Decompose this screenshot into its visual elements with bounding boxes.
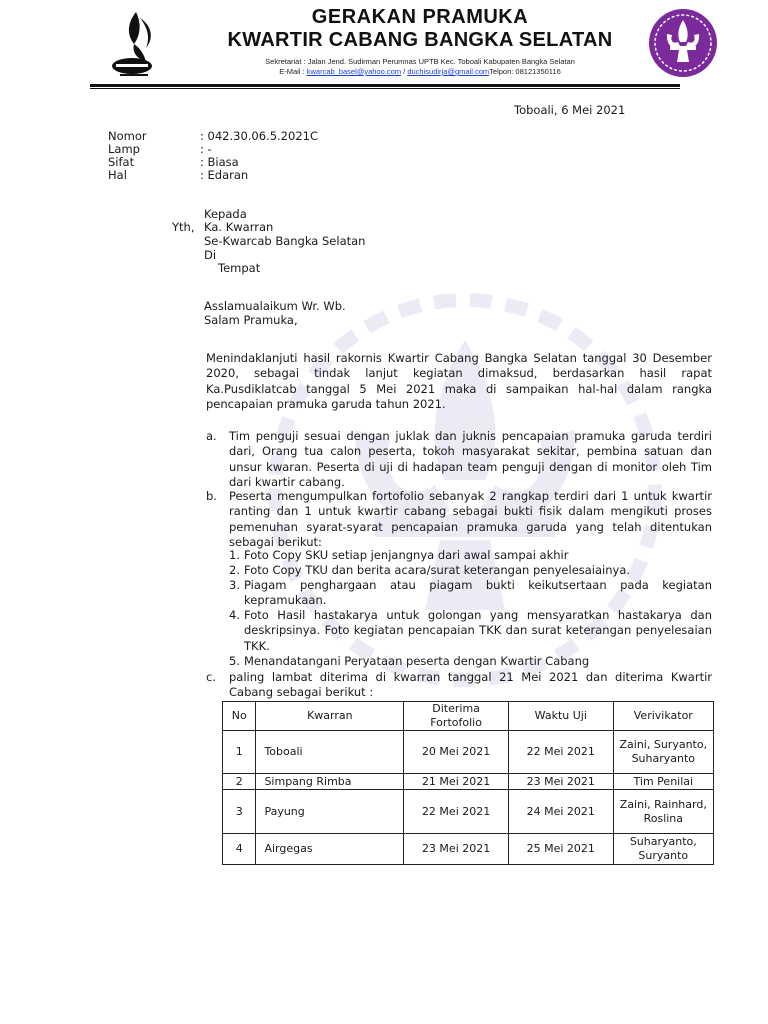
recipient-di: Di (204, 248, 217, 262)
org-contact (170, 67, 670, 76)
col-header-no: No (223, 702, 256, 731)
col-header-waktu-uji: Waktu Uji (508, 702, 613, 731)
org-address: Sekretariat : Jalan Jend. Sudirman Perumnas UPTB Kec. Toboali Kabupaten Bangka Selatan (265, 57, 575, 66)
org-name-line2: KWARTIR CABANG BANGKA SELATAN (227, 29, 613, 51)
cell-verivikator: Zaini, Suryanto, Suharyanto (613, 731, 713, 774)
sub-item-marker-4: 4. (229, 608, 240, 622)
greeting-pramuka: Salam Pramuka, (204, 313, 298, 327)
cell-no: 4 (223, 834, 256, 865)
cell-waktu-uji: 23 Mei 2021 (508, 774, 613, 790)
meta-label-sifat: Sifat (108, 155, 135, 169)
cell-waktu-uji: 24 Mei 2021 (508, 790, 613, 834)
cell-kwarran: Simpang Rimba (256, 774, 404, 790)
meta-value-hal: : Edaran (200, 168, 249, 182)
cell-waktu-uji: 25 Mei 2021 (508, 834, 613, 865)
cell-kwarran: Toboali (256, 731, 404, 774)
table-row (223, 774, 714, 790)
sub-item-marker-2: 2. (229, 563, 240, 577)
sub-item-text-3: Piagam penghargaan atau piagam bukti keikutsertaan pada kegiatan kepramukaan. (244, 578, 712, 608)
item-c-marker: c. (206, 670, 216, 684)
cell-diterima: 21 Mei 2021 (404, 774, 509, 790)
table-header-row (223, 702, 714, 731)
recipient-yth: Yth, (172, 220, 195, 234)
item-a-text: Tim penguji sesuai dengan juklak dan juknis pencapaian pramuka garuda terdiri dari, Orang tua calon peserta, tokoh masyarakat sekitar, pembina satuan dan unsur kwaran. Peserta di uji di hadapan team penguji dengan di monitor oleh Tim dari kwartir cabang. (229, 429, 712, 489)
org-name-line1: GERAKAN PRAMUKA (311, 6, 529, 28)
recipient-name: Ka. Kwarran (204, 220, 274, 234)
table-row (223, 790, 714, 834)
cell-verivikator: Zaini, Rainhard, Roslina (613, 790, 713, 834)
recipient-tempat: Tempat (218, 261, 261, 275)
table-row (223, 731, 714, 774)
meta-value-nomor: : 042.30.06.5.2021C (200, 129, 318, 143)
cell-diterima: 22 Mei 2021 (404, 790, 509, 834)
meta-label-nomor: Nomor (108, 129, 147, 143)
cell-no: 3 (223, 790, 256, 834)
meta-value-sifat: : Biasa (200, 155, 239, 169)
col-header-verivikator: Verivikator (613, 702, 713, 731)
email-separator: / (401, 67, 408, 76)
greeting-salam: Asslamualaikum Wr. Wb. (204, 299, 346, 313)
cell-diterima: 20 Mei 2021 (404, 731, 509, 774)
table-row (223, 834, 714, 865)
sub-item-text-5: Menandatangani Peryataan peserta dengan Kwartir Cabang (244, 654, 590, 668)
sub-item-text-2: Foto Copy TKU dan berita acara/surat keterangan penyelesaiainya. (244, 563, 631, 577)
sub-item-text-4: Foto Hasil hastakarya untuk golongan yang mensyaratkan hastakarya dan deskripsinya. Foto kegiatan pencapaian TKK dan surat keterangan penyelesaian TKK. (244, 608, 712, 653)
item-a-marker: a. (206, 429, 217, 443)
sub-item-marker-5: 5. (229, 654, 240, 668)
item-b-text: Peserta mengumpulkan fortofolio sebanyak 2 rangkap terdiri dari 1 untuk kwartir ranting dan 1 untuk kwartir cabang sebagai bukti fisik dalam mengikuti proses pemenuhan syarat-syarat pencapaian pramuka garuda yang telah ditentukan sebagai berikut: (229, 489, 712, 549)
meta-label-hal: Hal (108, 168, 127, 182)
col-header-diterima: Diterima Fortofolio (404, 702, 509, 731)
cell-waktu-uji: 22 Mei 2021 (508, 731, 613, 774)
cell-kwarran: Airgegas (256, 834, 404, 865)
sub-item-marker-3: 3. (229, 578, 240, 592)
intro-paragraph: Menindaklanjuti hasil rakornis Kwartir Cabang Bangka Selatan tanggal 30 Desember 2020, sebagai tindak lanjut kegiatan dimaksud, berdasarkan hasil rapat Ka.Pusdiklatcab tanggal 5 Mei 2021 maka di sampaikan hal-hal dalam rangka pencapaian pramuka garuda tahun 2021. (206, 351, 712, 411)
meta-value-lamp: : - (200, 142, 212, 156)
pramuka-tunas-logo (106, 8, 160, 80)
recipient-group: Se-Kwarcab Bangka Selatan (204, 234, 366, 248)
item-c-text: paling lambat diterima di kwarran tanggal 21 Mei 2021 dan diterima Kwartir Cabang sebagai berikut : (229, 670, 712, 700)
pramuka-badge-logo (648, 8, 718, 78)
col-header-kwarran: Kwarran (256, 702, 404, 731)
meta-label-lamp: Lamp (108, 142, 140, 156)
email-link-2[interactable]: duchisudirja@gmail.com (407, 67, 490, 76)
cell-kwarran: Payung (256, 790, 404, 834)
letter-date: Toboali, 6 Mei 2021 (514, 103, 626, 117)
cell-verivikator: Suharyanto, Suryanto (613, 834, 713, 865)
item-b-marker: b. (206, 489, 217, 503)
sub-item-text-1: Foto Copy SKU setiap jenjangnya dari awal sampai akhir (244, 548, 569, 562)
cell-verivikator: Tim Penilai (613, 774, 713, 790)
cell-no: 1 (223, 731, 256, 774)
header-rule-thin (90, 88, 680, 89)
cell-diterima: 23 Mei 2021 (404, 834, 509, 865)
schedule-table (222, 701, 714, 865)
sub-item-marker-1: 1. (229, 548, 240, 562)
header-rule-thick (90, 84, 680, 87)
email-label: E-Mail : (279, 67, 307, 76)
email-link-1[interactable]: kwarcab_basel@yahoo.com (306, 67, 402, 76)
phone-number: Telpon: 08121350116 (489, 67, 561, 76)
recipient-kepada: Kepada (204, 207, 247, 221)
cell-no: 2 (223, 774, 256, 790)
